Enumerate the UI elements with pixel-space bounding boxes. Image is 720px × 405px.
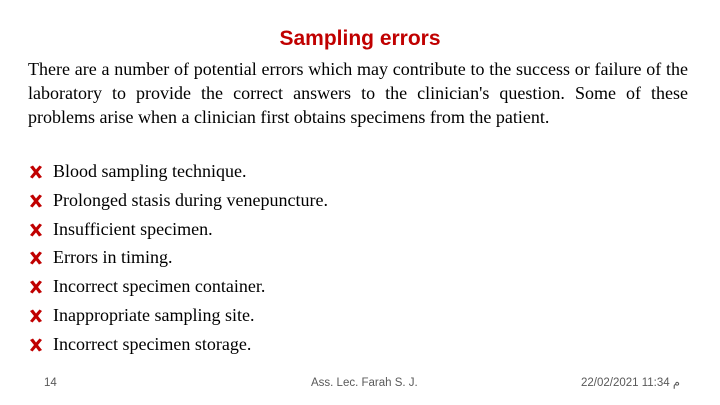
list-item <box>28 157 688 186</box>
footer-datetime: م 11:34 22/02/2021 <box>580 377 680 389</box>
list-item-text: Errors in timing. <box>53 247 173 268</box>
list-item-text: Inappropriate sampling site. <box>53 304 255 325</box>
page-number: 14 <box>44 377 57 389</box>
list-item <box>28 301 688 330</box>
footer-author: Ass. Lec. Farah S. J. <box>311 377 418 389</box>
x-mark-icon <box>28 193 44 209</box>
list-item-text: Insufficient specimen. <box>53 218 213 239</box>
x-mark-icon <box>28 308 44 324</box>
list-item <box>28 215 688 244</box>
x-mark-icon <box>28 279 44 295</box>
list-item <box>28 243 688 272</box>
error-list <box>28 157 688 359</box>
x-mark-icon <box>28 164 44 180</box>
list-item-text: Prolonged stasis during venepuncture. <box>53 189 328 210</box>
list-item-text: Incorrect specimen container. <box>53 276 266 297</box>
list-item-text: Incorrect specimen storage. <box>53 333 252 354</box>
intro-paragraph: There are a number of potential errors which may contribute to the success or failure of the laboratory to provide the correct answers to the clinician's question. Some of these problems arise when a clinician first obtains specimens from the patient. <box>28 59 688 128</box>
list-item-text: Blood sampling technique. <box>53 161 247 181</box>
x-mark-icon <box>28 337 44 353</box>
x-mark-icon <box>28 250 44 266</box>
x-mark-icon <box>28 222 44 238</box>
list-item <box>28 186 688 215</box>
list-item <box>28 272 688 301</box>
list-item <box>28 330 688 359</box>
slide-title: Sampling errors <box>279 27 441 50</box>
